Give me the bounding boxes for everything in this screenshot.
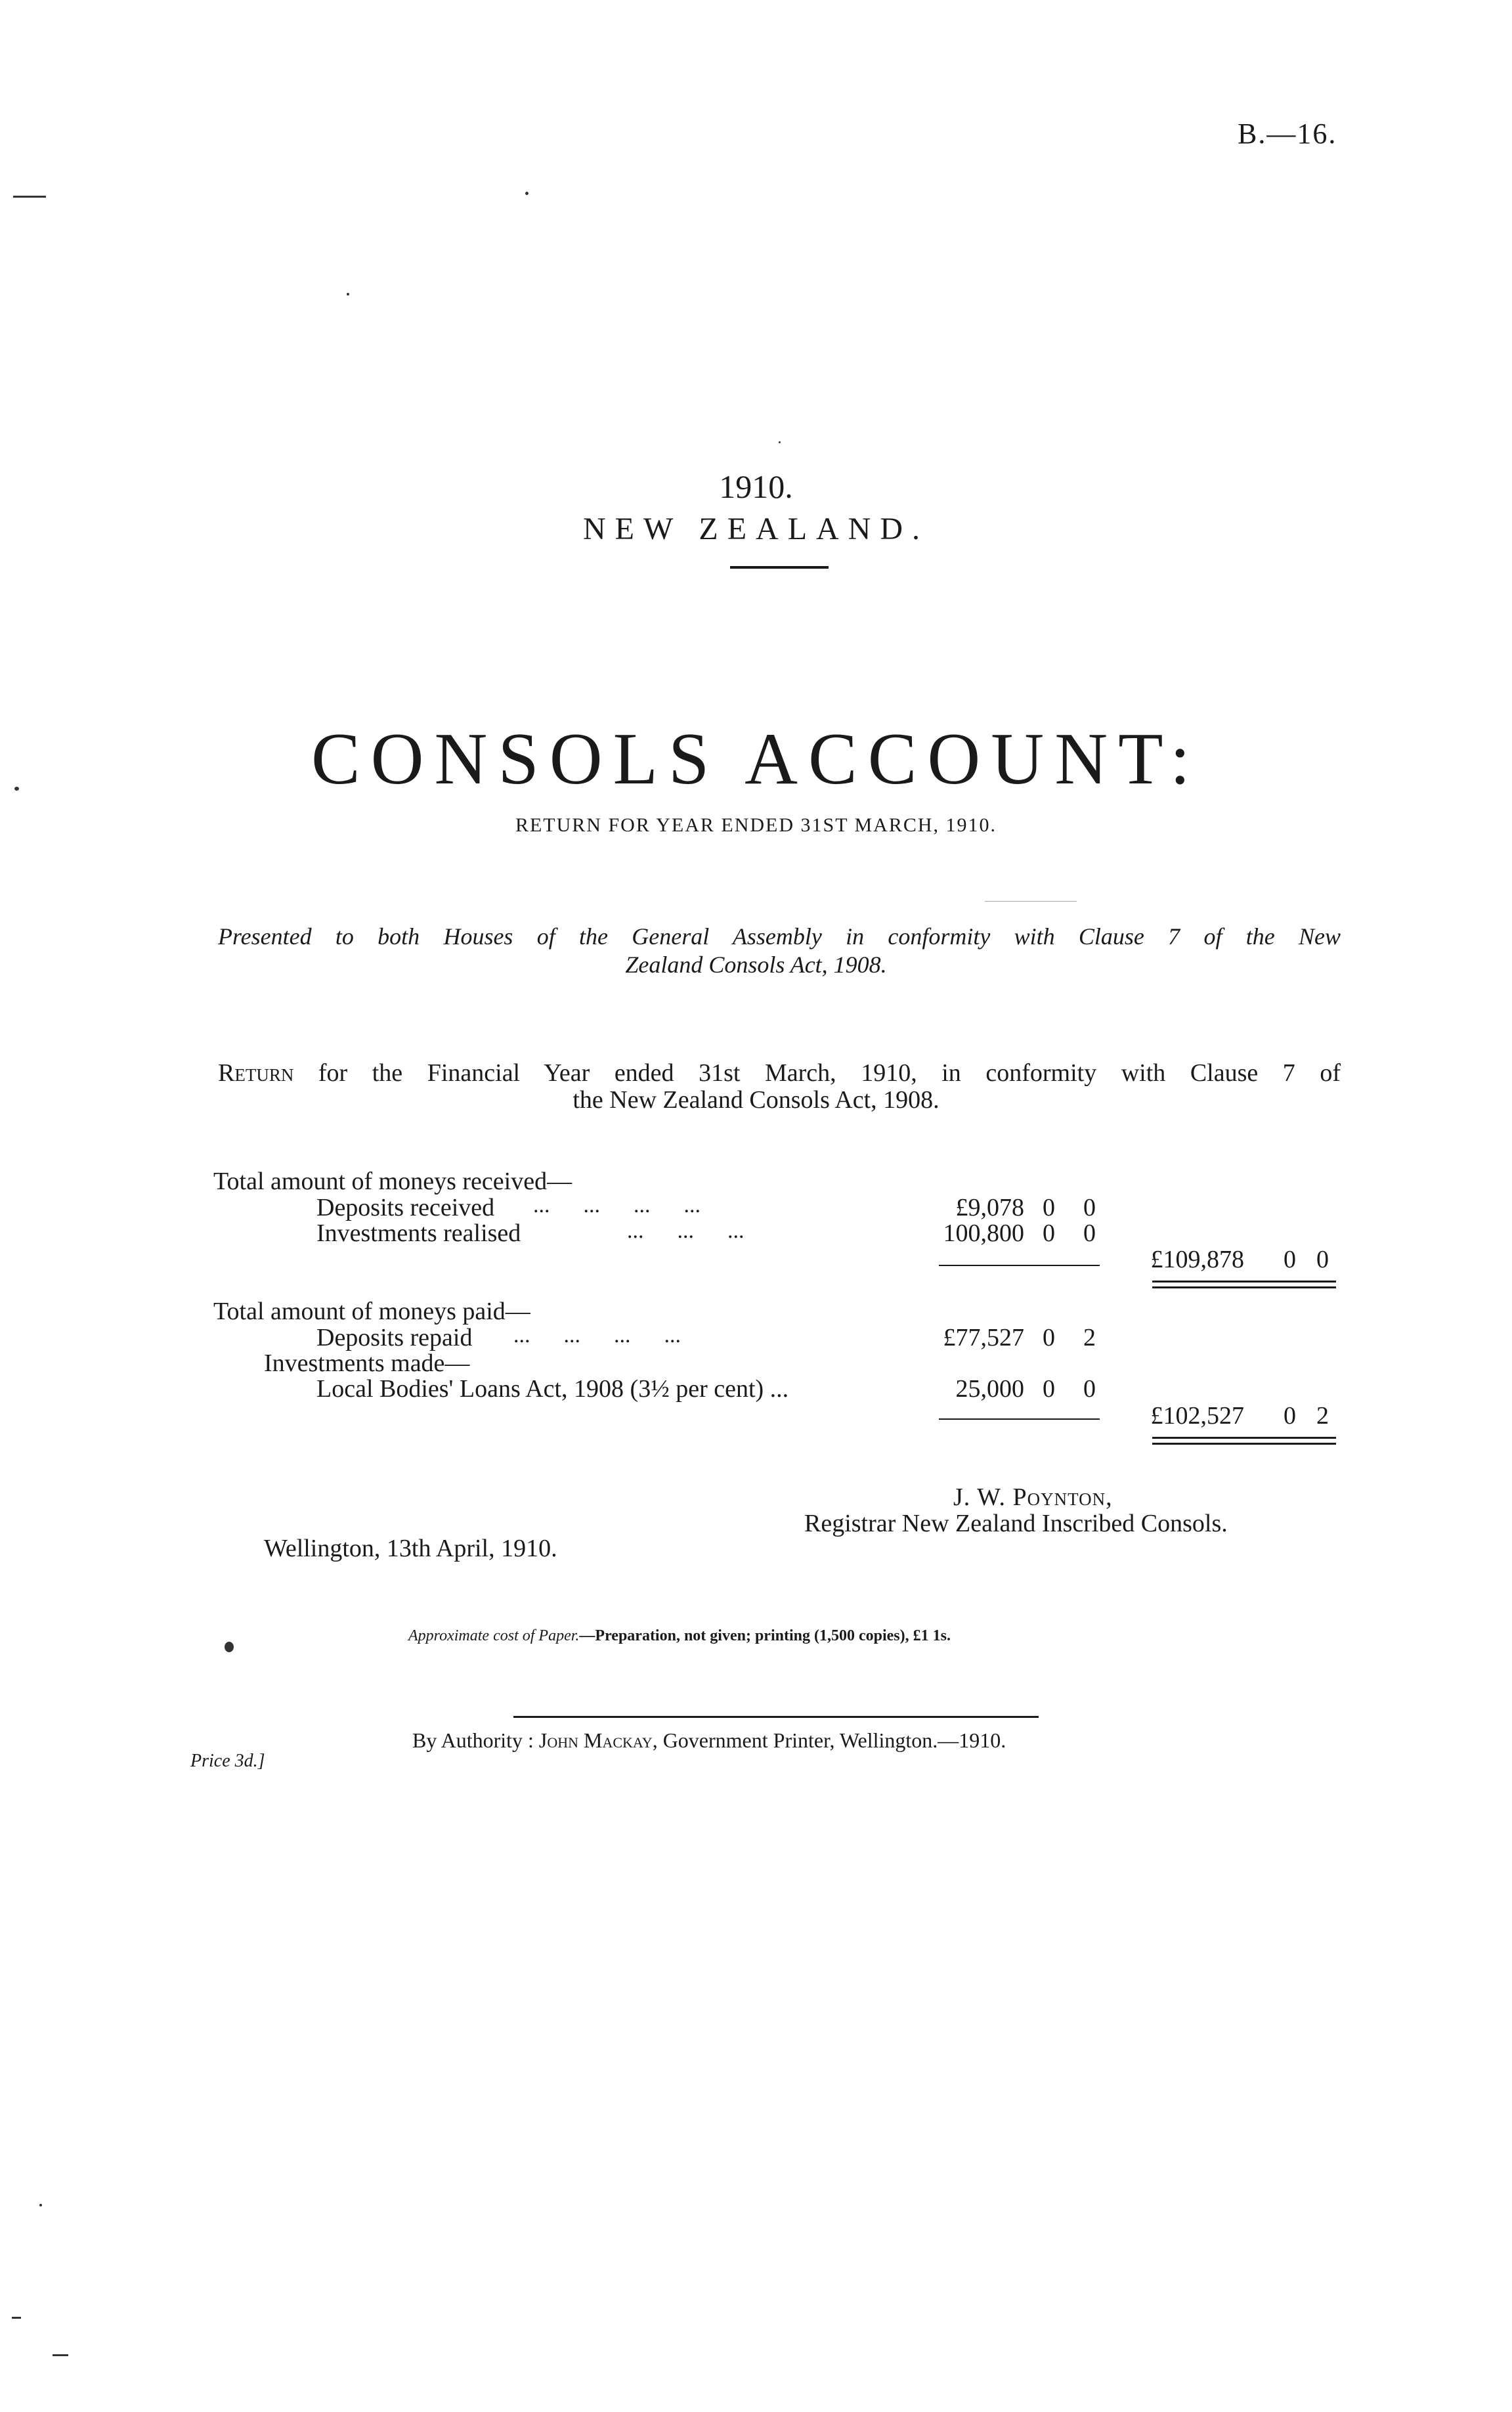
imprint-prefix: By Authority : <box>412 1728 539 1752</box>
leader-dots: ... ... ... ... <box>533 1193 701 1217</box>
paid-total-shillings: 0 <box>1284 1402 1296 1430</box>
paid-sub-heading: Investments made— <box>264 1349 470 1377</box>
signatory-name: J. W. Poynton, <box>953 1483 1113 1511</box>
total-double-rule <box>1152 1437 1336 1439</box>
subtotal-rule <box>939 1418 1100 1420</box>
presented-note-line1: Presented to both Houses of the General Assembly in conformity with Clause 7 of the New <box>218 923 1341 950</box>
country: NEW ZEALAND. <box>582 512 930 546</box>
paid-row-shillings: 0 <box>1043 1324 1055 1351</box>
received-total-shillings: 0 <box>1284 1246 1296 1273</box>
cost-note-text: —Preparation, not given; printing (1,500 copies), £1 1s. <box>579 1627 951 1644</box>
received-row-shillings: 0 <box>1043 1219 1055 1247</box>
scan-speck <box>39 2204 42 2206</box>
total-double-rule <box>1152 1281 1336 1283</box>
subtotal-rule <box>939 1265 1100 1266</box>
presented-note-line2: Zealand Consols Act, 1908. <box>625 952 887 978</box>
return-heading-rest: for the Financial Year ended 31st March, 1910, in conformity with Clause 7 of <box>293 1059 1341 1087</box>
paid-sub-row-label: Local Bodies' Loans Act, 1908 (3½ per cent) ... <box>316 1375 789 1403</box>
price: Price 3d.] <box>190 1751 265 1771</box>
paid-heading: Total amount of moneys paid— <box>213 1298 530 1325</box>
received-total-pence: 0 <box>1316 1246 1329 1273</box>
received-total-pounds: £109,878 <box>1150 1246 1244 1273</box>
scan-speck <box>12 2317 21 2319</box>
leader-dots: ... ... ... <box>627 1219 745 1243</box>
scan-speck <box>14 787 19 791</box>
received-row-label: Deposits received <box>316 1194 495 1221</box>
imprint-suffix: , Government Printer, Wellington.—1910. <box>652 1728 1006 1752</box>
received-row-label: Investments realised <box>316 1219 521 1247</box>
imprint-rule <box>513 1716 1039 1718</box>
document-title: CONSOLS ACCOUNT: <box>311 718 1201 800</box>
cost-note-label: Approximate cost of Paper. <box>408 1627 580 1644</box>
received-row-pounds: 100,800 <box>943 1219 1024 1247</box>
return-heading-line1 <box>218 1059 1341 1087</box>
scan-speck <box>13 196 46 198</box>
cost-note <box>408 1627 951 1645</box>
paid-sub-row-shillings: 0 <box>1043 1375 1055 1403</box>
return-heading-line2: the New Zealand Consols Act, 1908. <box>572 1086 940 1114</box>
document-subtitle: RETURN FOR YEAR ENDED 31ST MARCH, 1910. <box>515 814 997 836</box>
paid-total-pounds: £102,527 <box>1150 1402 1244 1430</box>
paid-sub-row-pounds: 25,000 <box>955 1375 1024 1403</box>
received-heading: Total amount of moneys received— <box>213 1168 572 1195</box>
paid-total-pence: 2 <box>1316 1402 1329 1430</box>
received-row-pence: 0 <box>1083 1219 1096 1247</box>
received-row-shillings: 0 <box>1043 1194 1055 1221</box>
paid-row-label: Deposits repaid <box>316 1324 473 1351</box>
scan-speck <box>347 293 349 296</box>
paid-row-pounds: £77,527 <box>943 1324 1024 1351</box>
total-double-rule <box>1152 1286 1336 1288</box>
scan-speck <box>779 441 781 443</box>
signatory-title: Registrar New Zealand Inscribed Consols. <box>804 1510 1228 1537</box>
return-lead: Return <box>218 1059 294 1087</box>
paid-sub-row-pence: 0 <box>1083 1375 1096 1403</box>
received-row-pence: 0 <box>1083 1194 1096 1221</box>
received-row-pounds: £9,078 <box>955 1194 1024 1221</box>
leader-dots: ... ... ... ... <box>513 1323 681 1348</box>
total-double-rule <box>1152 1443 1336 1445</box>
divider-dotted <box>985 901 1077 902</box>
place-date: Wellington, 13th April, 1910. <box>264 1535 557 1562</box>
scan-speck <box>225 1642 234 1652</box>
country-underline <box>730 566 829 569</box>
scan-speck <box>525 192 529 195</box>
scan-speck <box>53 2354 68 2356</box>
paid-row-pence: 2 <box>1083 1324 1096 1351</box>
paper-reference: B.—16. <box>1238 118 1337 150</box>
imprint-printer: John Mackay <box>538 1728 653 1752</box>
printer-imprint <box>412 1728 1006 1753</box>
year: 1910. <box>719 468 793 505</box>
